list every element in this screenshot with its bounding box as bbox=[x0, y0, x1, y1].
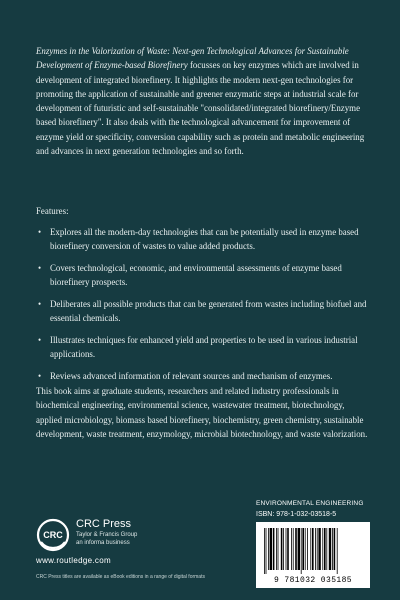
barcode-bar bbox=[278, 528, 279, 570]
barcode-bar bbox=[337, 528, 338, 574]
bullet-icon: • bbox=[38, 371, 42, 381]
ebook-note: CRC Press titles are available as eBook editions in a range of digital formats bbox=[36, 574, 205, 580]
subject-category: ENVIRONMENTAL ENGINEERING bbox=[256, 500, 364, 507]
barcode-bar bbox=[281, 528, 283, 570]
barcode-bar bbox=[287, 528, 289, 570]
barcode-bar bbox=[268, 528, 269, 570]
barcode-bar bbox=[276, 528, 277, 570]
feature-item: • Covers technological, economic, and environmental assessments of enzyme based biorefinery prospects. bbox=[38, 263, 342, 287]
barcode-bar bbox=[273, 528, 275, 570]
barcode-bar bbox=[305, 528, 306, 570]
barcode-bar bbox=[334, 528, 336, 570]
isbn-label: ISBN: 978-1-032-03518-5 bbox=[256, 511, 337, 518]
barcode-bars bbox=[262, 528, 364, 576]
barcode-bar bbox=[266, 528, 267, 574]
barcode-bar bbox=[317, 528, 318, 570]
barcode-bar bbox=[270, 528, 272, 570]
intro-paragraph bbox=[36, 44, 368, 158]
barcode-bar bbox=[326, 528, 327, 570]
book-title: Enzymes in the Valorization of Waste: Next-gen Technological Advances for Sustainable Development of Enzyme-based Biorefinery bbox=[36, 46, 349, 71]
publisher-name: CRC Press bbox=[76, 518, 132, 530]
feature-item: • Deliberates all possible products that can be generated from wastes including biofuel and essential chemicals. bbox=[38, 299, 367, 323]
publisher-subtitle: an informa business bbox=[76, 540, 130, 546]
barcode-bar bbox=[318, 528, 320, 570]
barcode-bar bbox=[283, 528, 284, 570]
publisher-website: www.routledge.com bbox=[36, 556, 111, 565]
barcode-bar bbox=[302, 528, 304, 570]
barcode-bar bbox=[291, 528, 292, 570]
barcode-area bbox=[256, 500, 370, 590]
barcode-bar bbox=[264, 528, 265, 574]
intro-text: focusses on key enzymes which are involved in development of integrated biorefinery. It highlights the modern next-gen technologies for promoting the application of sustainable and greener enzymatic steps at industrial scale for development of futuristic and self-sustainable "consolidated/integrated biorefinery/Enzyme based biorefinery". It also deals with the technological advancement for improvement of enzyme yield or specificity, conversion capability such as protein and metabolic engineering and advances in next generation technologies and so forth. bbox=[36, 60, 365, 157]
barcode-bar bbox=[329, 528, 331, 570]
publisher-group: Taylor & Francis Group bbox=[76, 532, 138, 538]
bullet-icon: • bbox=[38, 335, 42, 345]
audience-paragraph: This book aims at graduate students, researchers and related industry professionals in biochemical engineering, environmental science, wastewater treatment, biotechnology, applied microbiology, biomass based biorefinery, biochemistry, green chemistry, sustainable development, waste treatment, enzymology, microbial biotechnology, and waste valorization. bbox=[36, 386, 368, 439]
barcode-bar bbox=[324, 528, 326, 570]
bullet-icon: • bbox=[38, 299, 42, 309]
barcode-bar bbox=[293, 528, 294, 570]
crc-logo-text: CRC bbox=[43, 530, 63, 540]
barcode-bar bbox=[307, 528, 308, 570]
barcode-bar bbox=[315, 528, 316, 570]
bullet-icon: • bbox=[38, 227, 42, 237]
barcode-bar bbox=[310, 528, 311, 570]
bullet-icon: • bbox=[38, 263, 42, 273]
barcode-bar bbox=[322, 528, 323, 570]
publisher-logo bbox=[36, 518, 196, 558]
barcode-bar bbox=[332, 528, 333, 570]
barcode-bar bbox=[286, 528, 287, 570]
barcode-digits: 9 781032 035185 bbox=[273, 576, 352, 585]
barcode-bar bbox=[312, 528, 314, 570]
feature-item: • Reviews advanced information of relevant sources and mechanism of enzymes. bbox=[38, 371, 333, 381]
feature-item: • Explores all the modern-day technologies that can be potentially used in enzyme based biorefinery conversion of wastes to value added products. bbox=[38, 227, 359, 251]
barcode-bar bbox=[301, 528, 302, 574]
crc-logo-icon bbox=[36, 518, 70, 552]
barcode bbox=[256, 522, 370, 588]
feature-item: • Illustrates techniques for enhanced yield and properties to be used in various industrial applications. bbox=[38, 335, 358, 359]
features-heading: Features: bbox=[36, 206, 69, 216]
barcode-bar bbox=[295, 528, 297, 570]
features-list bbox=[38, 225, 368, 391]
barcode-bar bbox=[298, 528, 300, 570]
